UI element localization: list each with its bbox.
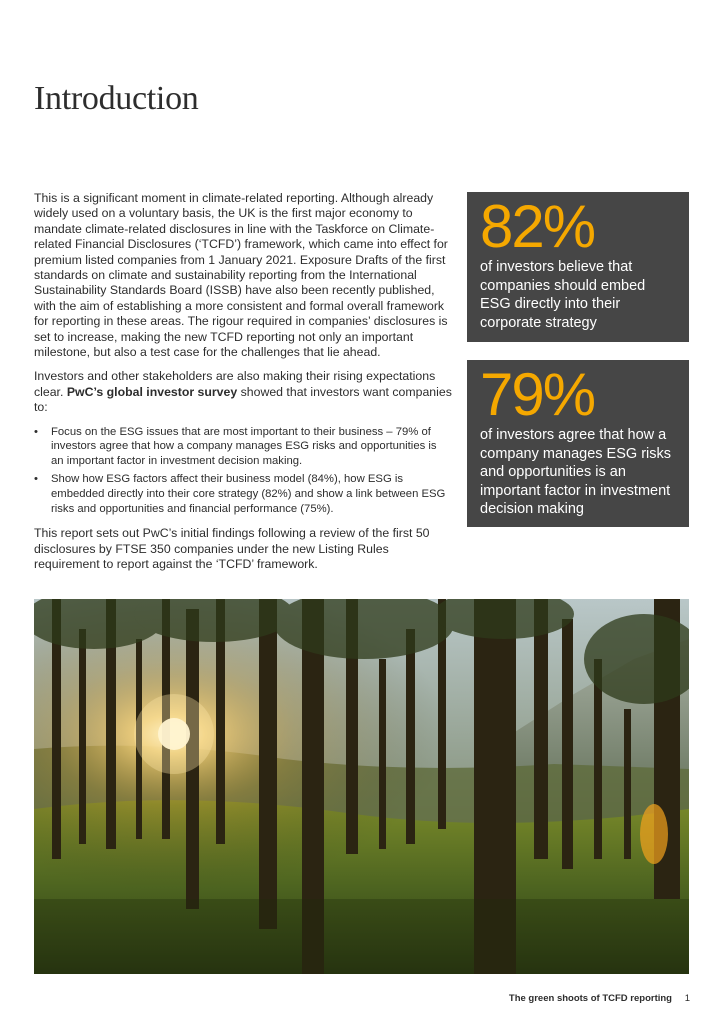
report-scope-paragraph: This report sets out PwC’s initial findings following a review of the first 50 disclosures by FTSE 350 companies under the new Listing Rules requirement to report against the ‘TCFD’ framework.: [34, 526, 430, 572]
footer-page-number: 1: [684, 993, 690, 1004]
stat-description: of investors agree that how a company manages ESG risks and opportunities is an important factor in investment decision making: [480, 427, 671, 517]
investor-survey-link: PwC’s global investor survey: [66, 384, 238, 399]
intro-paragraph: This is a significant moment in climate-related reporting. Although already widely used on a voluntary basis, the UK is the first major economy to mandate climate-related disclosures in line with the Taskforce on Climate-related Financial Disclosures (‘TCFD’) framework, which came into effect for premium listed companies from 1 January 2021. Exposure Drafts of the first standards on climate and sustainability reporting from the International Sustainability Standards Board (ISSB) have also been recently published, with the aim of establishing a more consistent and formal overall framework for reporting in these areas. The rigour required in companies’ disclosures is set to increase, making the new TCFD reporting not only an important milestone, but also a test case for the challenges that lie ahead.: [34, 191, 448, 360]
stat-value: 82%: [480, 193, 595, 260]
investor-paragraph-end: showed that investors want companies to:: [34, 384, 452, 415]
stat-callout-embed-esg: [467, 192, 689, 342]
stat-value: 79%: [480, 361, 595, 428]
page-title: Introduction: [34, 80, 199, 117]
list-item-text: Show how ESG factors affect their business model (84%), how ESG is embedded directly into their core strategy (82%) and show a link between ESG risks and opportunities and financial performance (75%).: [51, 473, 446, 515]
bullet-icon: •: [34, 425, 38, 438]
list-item: [34, 425, 452, 469]
body-text-column: [34, 191, 452, 581]
footer-report-title: The green shoots of TCFD reporting: [508, 993, 672, 1004]
investor-expectations-list: [34, 425, 452, 517]
investor-paragraph: [34, 369, 452, 415]
list-item-text: Focus on the ESG issues that are most important to their business – 79% of investors agree that how a company manages ESG risks and opportunities is an important factor in investment decision making.: [51, 425, 437, 467]
investor-paragraph-text: Investors and other stakeholders are also making their rising expectations clear.: [34, 369, 436, 399]
forest-sunlight-photo: [34, 599, 689, 974]
bullet-icon: •: [34, 473, 38, 486]
list-item: [34, 472, 452, 516]
stat-description: of investors believe that companies should embed ESG directly into their corporate strategy: [480, 259, 646, 331]
stat-callout-esg-risks: [467, 360, 689, 527]
